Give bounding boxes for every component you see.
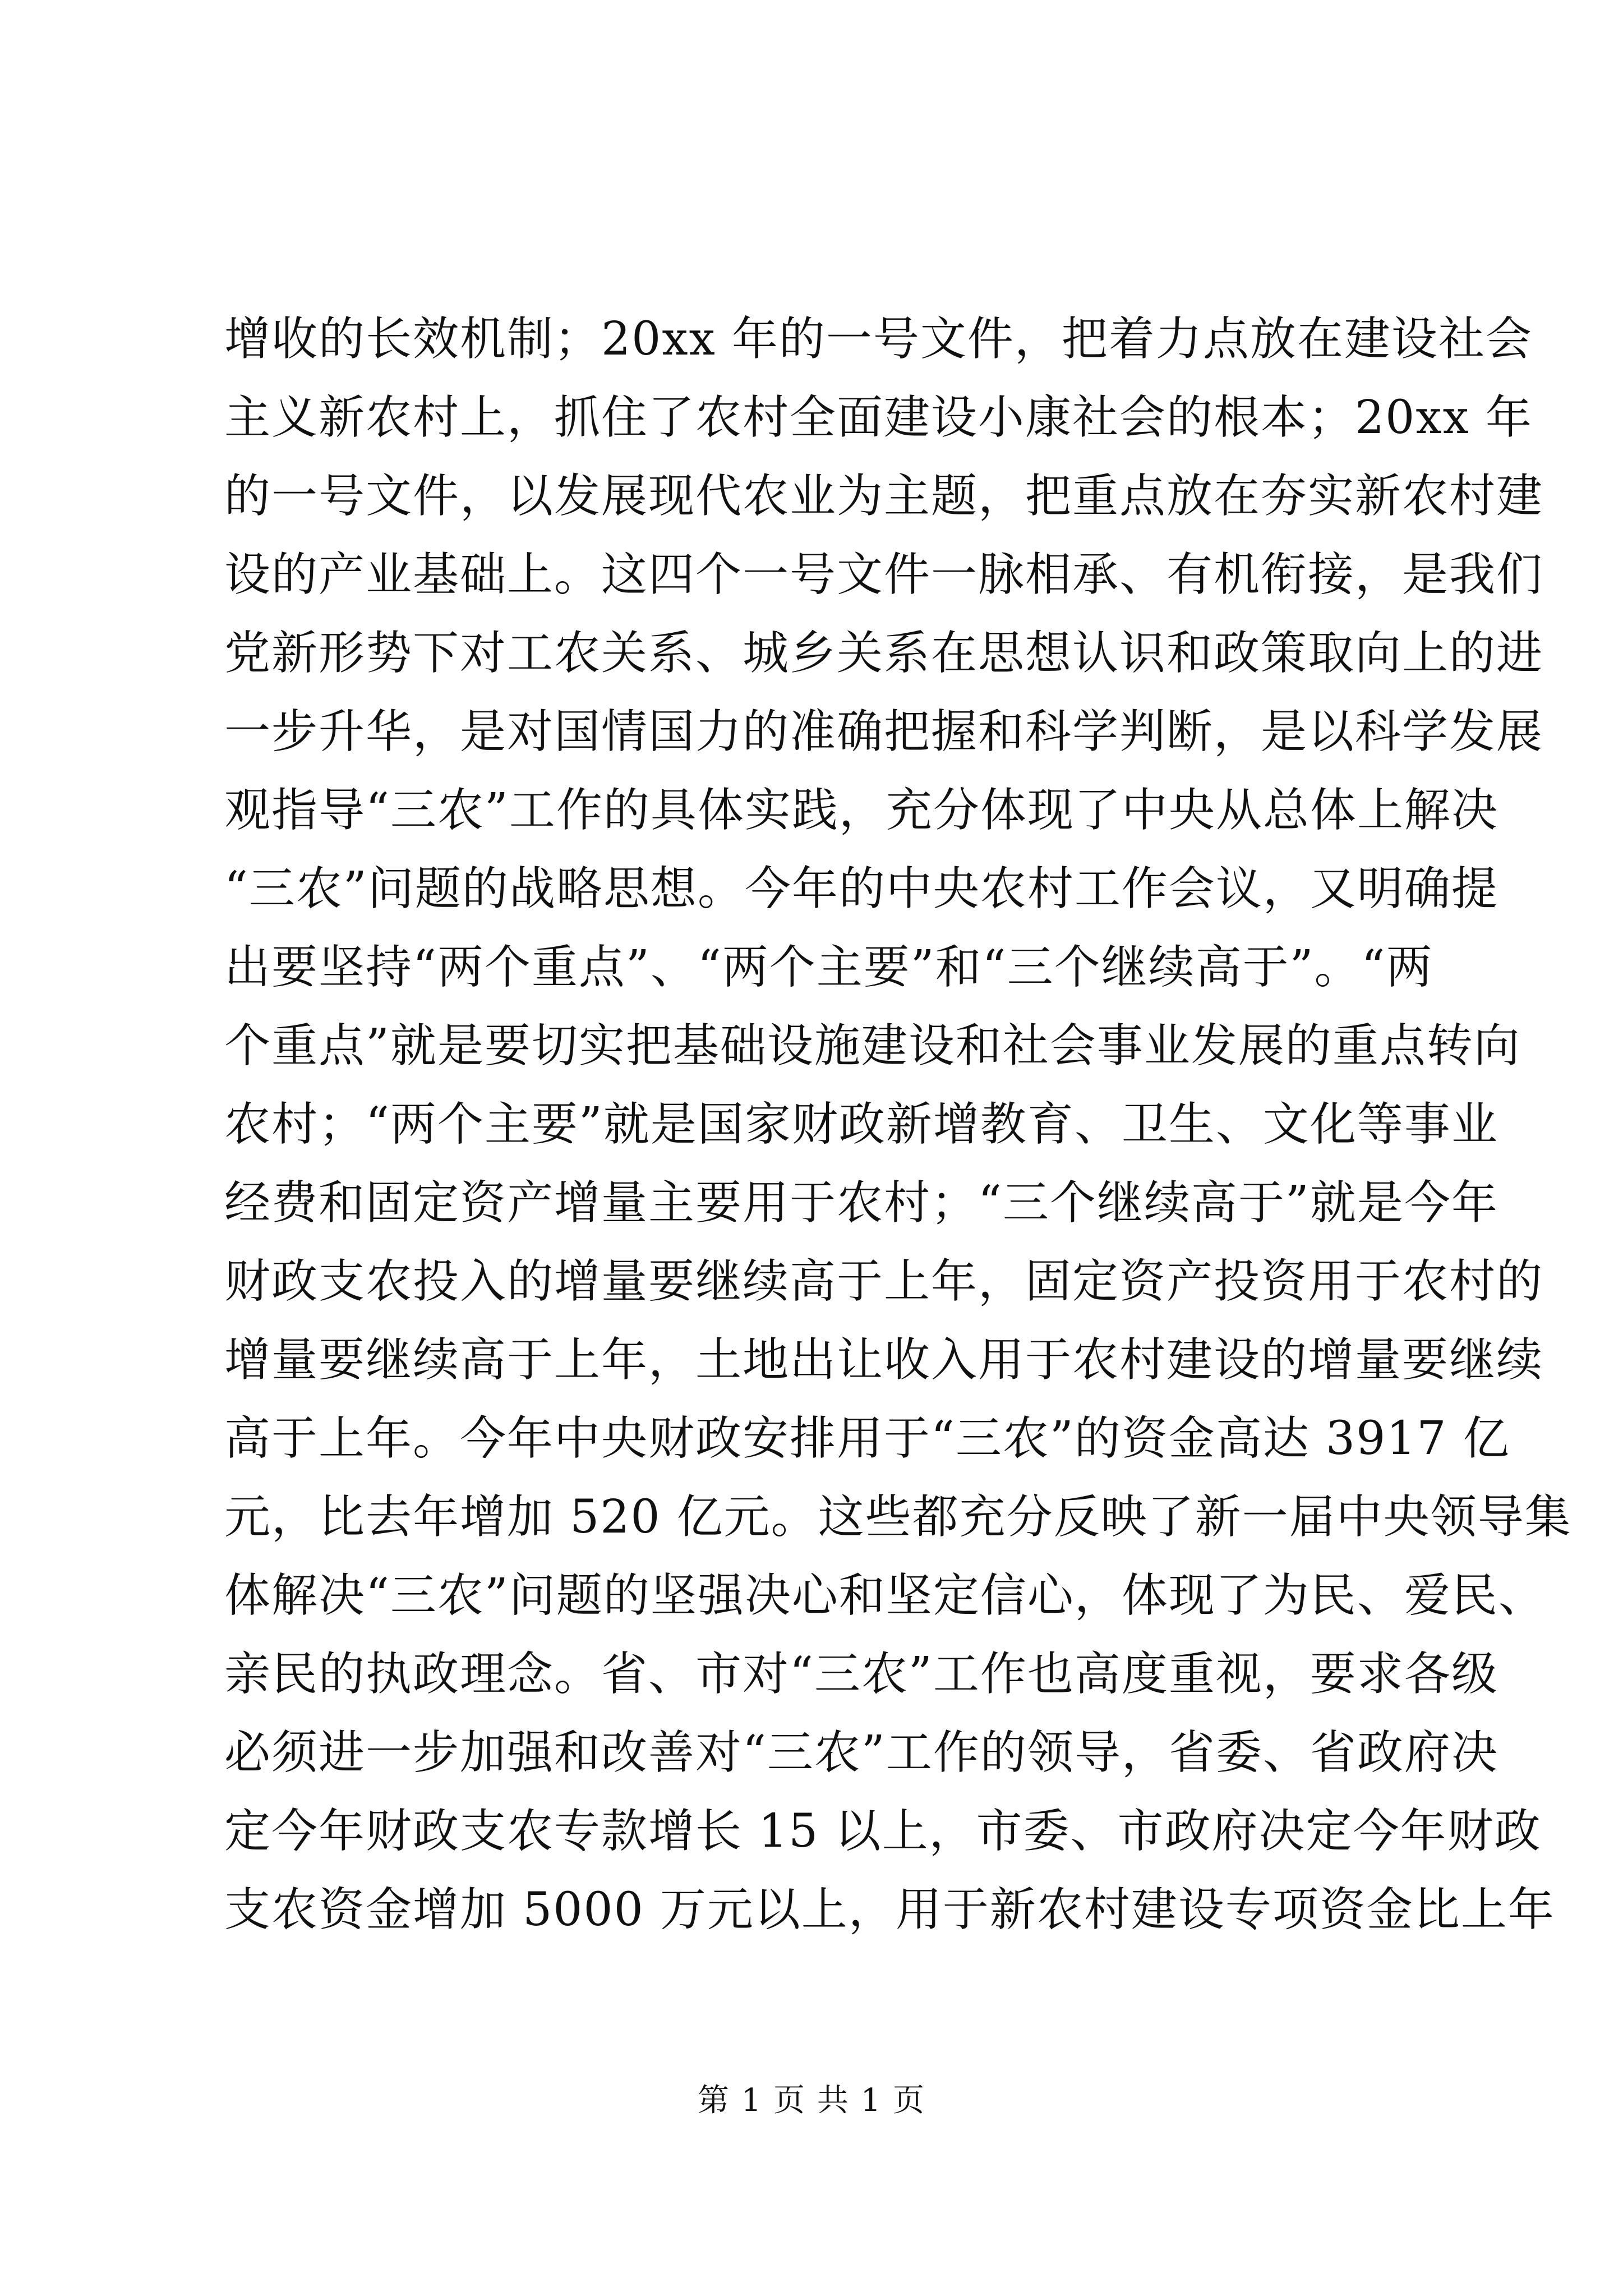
text-line: 财政支农投入的增量要继续高于上年，固定资产投资用于农村的 (224, 1255, 1544, 1308)
body-paragraph (224, 300, 1572, 1949)
text-line: 支农资金增加 5000 万元以上，用于新农村建设专项资金比上年 (224, 1883, 1555, 1936)
page-number-footer: 第 1 页 共 1 页 (697, 2082, 926, 2119)
text-line: 元，比去年增加 520 亿元。这些都充分反映了新一届中央领导集 (224, 1490, 1572, 1544)
text-line: 亲民的执政理念。省、市对“三农”工作也高度重视，要求各级 (224, 1648, 1498, 1701)
text-line: 经费和固定资产增量主要用于农村；“三个继续高于”就是今年 (224, 1176, 1498, 1230)
text-line: 的一号文件，以发展现代农业为主题，把重点放在夯实新农村建 (224, 470, 1544, 523)
text-line: 观指导“三农”工作的具体实践，充分体现了中央从总体上解决 (224, 784, 1498, 837)
text-line: 必须进一步加强和改善对“三农”工作的领导，省委、省政府决 (224, 1726, 1498, 1779)
text-line: 定今年财政支农专款增长 15 以上，市委、市政府决定今年财政 (224, 1805, 1542, 1858)
text-line: 主义新农村上，抓住了农村全面建设小康社会的根本；20xx 年 (224, 391, 1533, 444)
text-line: 个重点”就是要切实把基础设施建设和社会事业发展的重点转向 (224, 1019, 1521, 1073)
text-line: “三农”问题的战略思想。今年的中央农村工作会议，又明确提 (224, 862, 1498, 915)
text-line: 党新形势下对工农关系、城乡关系在思想认识和政策取向上的进 (224, 627, 1544, 680)
text-line: 高于上年。今年中央财政安排用于“三农”的资金高达 3917 亿 (224, 1412, 1510, 1465)
text-line: 一步升华，是对国情国力的准确把握和科学判断，是以科学发展 (224, 705, 1544, 758)
text-line: 增量要继续高于上年，土地出让收入用于农村建设的增量要继续 (224, 1333, 1544, 1387)
text-line: 体解决“三农”问题的坚强决心和坚定信心，体现了为民、爱民、 (224, 1569, 1546, 1622)
text-line: 设的产业基础上。这四个一号文件一脉相承、有机衔接，是我们 (224, 548, 1544, 601)
text-line: 出要坚持“两个重点”、“两个主要”和“三个继续高于”。“两 (224, 941, 1433, 994)
text-line: 农村；“两个主要”就是国家财政新增教育、卫生、文化等事业 (224, 1098, 1498, 1151)
text-line: 增收的长效机制；20xx 年的一号文件，把着力点放在建设社会 (224, 312, 1533, 366)
